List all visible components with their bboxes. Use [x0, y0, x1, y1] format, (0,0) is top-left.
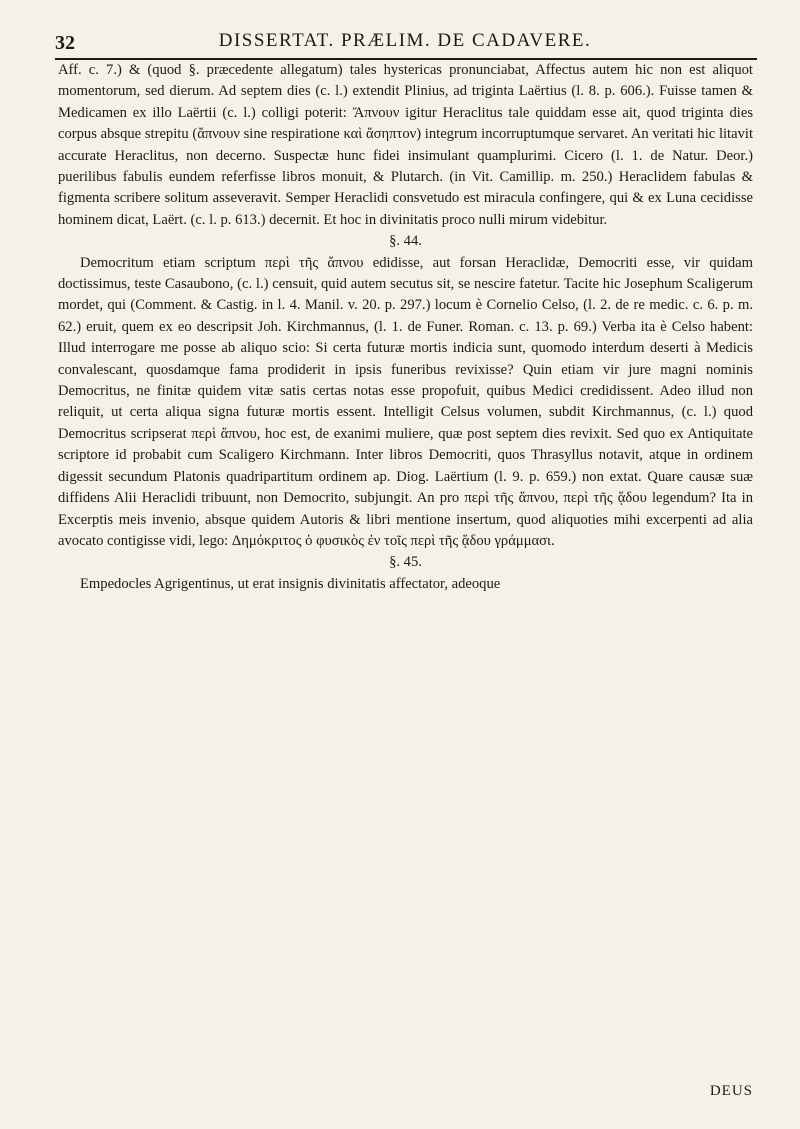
paragraph-3: Empedocles Agrigentinus, ut erat insignis divinitatis affectator, adeoque [80, 575, 501, 592]
text-body [58, 60, 753, 595]
section-45: §. 45. [389, 554, 422, 571]
page-header [55, 12, 755, 52]
running-title: DISSERTAT. PRÆLIM. DE CADAVERE. [218, 30, 592, 51]
page-number: 32 [55, 32, 75, 54]
catchword: DEUS [709, 1083, 753, 1099]
paragraph-2: Democritum etiam scriptum περὶ τῆς ἄπνου edidisse, aut forsan Heraclidæ, Democriti esse, vir quidam doctissimus, teste Casaubono, (c. l.) censuit, quid autem secutus sit, se nescire fatetur. Tacite hic Josephum Scaligerum mordet, qui (Comment. & Castig. in l. 4. Manil. v. 20. p. 297.) locum è Cornelio Celso, (l. 2. de re medic. c. 6. p. m. 62.) eruit, quem ex eo descripsit Joh. Kirchmannus, (l. 1. de Funer. Roman. c. 13. p. 69.) Verba ita è Celso habent: Illud interrogare me posse ab aliquo scio: Si certa futuræ mortis indicia sunt, quomodo interdum deserti à Medicis convalescant, quosdamque fama prodiderit in ipsis funeribus revixisse? Quin etiam vir jure magni nominis Democritus, ne finitæ quidem vitæ satis certas notas esse propofuit, quibus Medici credidissent. Adeo illud non reliquit, ut certa aliqua signa futuræ mortis essent. Intelligit Celsus volumen, subdit Kirchmannus, (c. l.) quod Democritus scripserat περὶ ἄπνου, hoc est, de exanimi muliere, quæ post septem dies revixit. Sed quo ex Antiquitate scriptore id probabit cum Scaligero Kirchmann. Inter libros Democriti, quos Thrasyllus notavit, atque in ordinem digessit secundum Platonis quadripartitum ordinem ap. Diog. Laërtium (l. 9. p. 659.) non extat. Quare causæ suæ diffidens Alii Heraclidi tribuunt, non Democrito, subjungit. An pro περὶ τῆς ἄπνου, περὶ τῆς ᾅδου legendum? Ita in Excerptis meis invenio, absque quidem Autoris & libri mentione insertum, quod aliquoties mihi excerpenti ad alia avocato contigisse vidi, lego: Δημόκριτος ὁ φυσικὸς ἐν τοῖς περὶ τῆς ᾅδου γράμμασι. [58, 254, 753, 549]
paragraph-1: Aff. c. 7.) & (quod §. præcedente allegatum) tales hystericas pronunciabat, Affectus autem hic non est aliquot momentorum, sed dierum. Ad septem dies (c. l.) extendit Plinius, ad triginta Laërtius (l. 8. p. 606.). Fuisse tamen & Medicamen ex illo Laërtii (c. l.) colligi poterit: Ἄπνουν igitur Heraclitus tale quiddam esse ait, quod triginta dies corpus absque strepitu (ἄπνουν sine respiratione καὶ ἄσηπτον) integrum incorruptumque servaret. An veritati hic litavit accurate Heraclitus, non decerno. Suspectæ hunc fidei insimulant quamplurimi. Cicero (l. 1. de Natur. Deor.) puerilibus fabulis eundem referfisse libros monuit, & Plutarch. (in Vit. Camillip. m. 250.) Heraclidem fabulas & figmenta scribere solitum asseveravit. Semper Heraclidi consvetudo est miracula confingere, qui & ex Luna cecidisse hominem dicat, Laërt. (c. l. p. 613.) decernit. Et hoc in divinitatis proco nulli mirum videbitur. [58, 62, 753, 228]
page-footer [58, 1083, 753, 1113]
section-44: §. 44. [389, 233, 422, 250]
